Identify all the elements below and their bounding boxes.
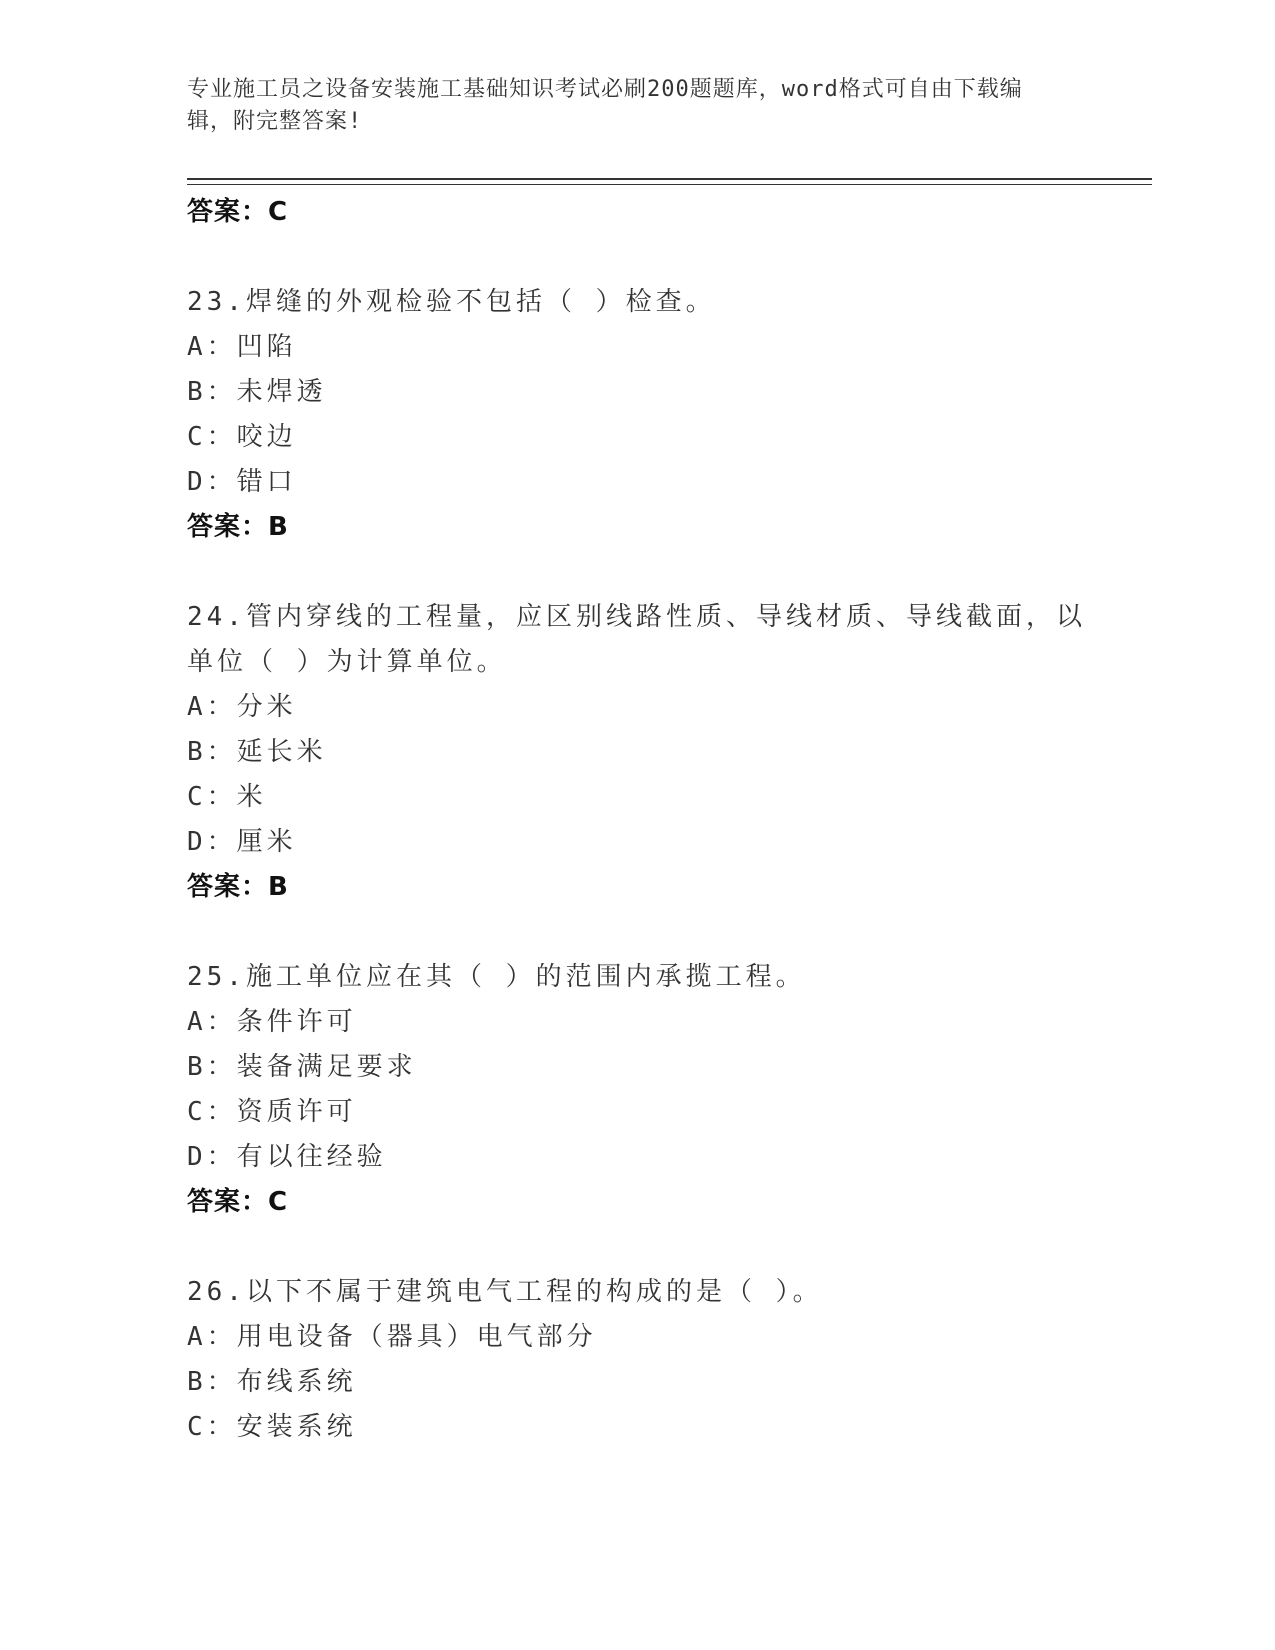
question-stem: 25.施工单位应在其（ ）的范围内承揽工程。 [187, 962, 806, 992]
question-block [187, 280, 1152, 550]
option-b: B：延长米 [187, 737, 327, 767]
document-content [187, 190, 1152, 1450]
option-a: A：分米 [187, 692, 297, 722]
option-b: B：未焊透 [187, 377, 327, 407]
previous-answer: 答案：C [187, 197, 289, 227]
option-a: A：凹陷 [187, 332, 297, 362]
question-answer: 答案：B [187, 512, 289, 542]
question-answer: 答案：C [187, 1187, 289, 1217]
option-a: A：条件许可 [187, 1007, 357, 1037]
header-divider [187, 178, 1152, 185]
option-a: A：用电设备（器具）电气部分 [187, 1322, 597, 1352]
question-stem: 24.管内穿线的工程量，应区别线路性质、导线材质、导线截面，以单位（ ）为计算单位。 [187, 602, 1086, 677]
spacer [187, 235, 1152, 280]
option-b: B：装备满足要求 [187, 1052, 417, 1082]
option-d: D：厘米 [187, 827, 297, 857]
question-answer: 答案：B [187, 872, 289, 902]
option-c: C：安装系统 [187, 1412, 357, 1442]
question-block [187, 595, 1152, 910]
spacer [187, 550, 1152, 595]
option-b: B：布线系统 [187, 1367, 357, 1397]
option-d: D：有以往经验 [187, 1142, 387, 1172]
option-c: C：咬边 [187, 422, 297, 452]
question-block [187, 955, 1152, 1225]
spacer [187, 910, 1152, 955]
option-c: C：资质许可 [187, 1097, 357, 1127]
question-block [187, 1270, 1152, 1450]
option-d: D：错口 [187, 467, 297, 497]
spacer [187, 1225, 1152, 1270]
question-stem: 23.焊缝的外观检验不包括（ ）检查。 [187, 287, 716, 317]
option-c: C：米 [187, 782, 267, 812]
document-header: 专业施工员之设备安装施工基础知识考试必刷200题题库，word格式可自由下载编辑，附完整答案! [187, 77, 1023, 134]
question-stem: 26.以下不属于建筑电气工程的构成的是（ ）。 [187, 1277, 823, 1307]
